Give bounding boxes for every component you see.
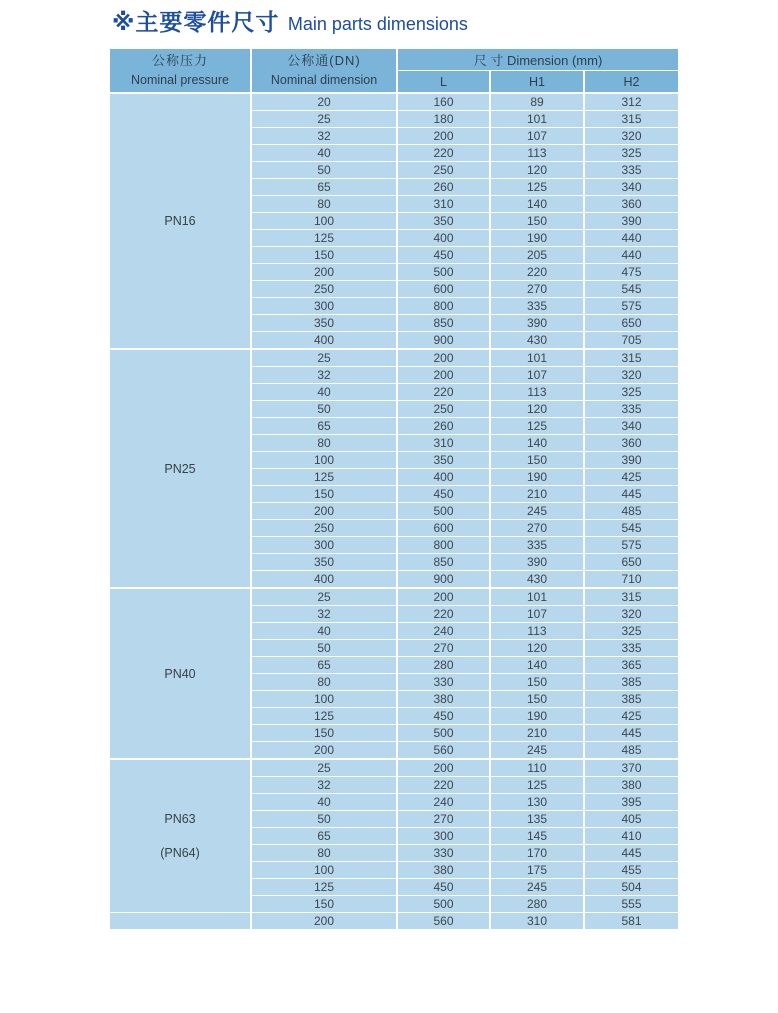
header-row-1	[109, 49, 679, 71]
cell-l: 200	[397, 759, 490, 777]
header-nominal-pressure-cn: 公称压力	[151, 53, 208, 68]
cell-h2: 485	[584, 742, 679, 760]
cell-dn: 65	[251, 418, 397, 435]
page-title-english: Main parts dimensions	[287, 14, 468, 34]
cell-h2: 425	[584, 469, 679, 486]
cell-h2: 410	[584, 828, 679, 845]
cell-h2: 710	[584, 571, 679, 589]
cell-dn: 125	[251, 230, 397, 247]
cell-dn: 25	[251, 588, 397, 606]
cell-h2: 545	[584, 281, 679, 298]
cell-h2: 335	[584, 640, 679, 657]
cell-h1: 190	[490, 469, 584, 486]
cell-h1: 113	[490, 384, 584, 401]
table-row	[109, 913, 679, 930]
cell-h2: 315	[584, 349, 679, 367]
cell-dn: 200	[251, 264, 397, 281]
header-dimension-mm: 尺 寸 Dimension (mm)	[397, 49, 679, 71]
cell-dn: 32	[251, 367, 397, 384]
cell-l: 900	[397, 571, 490, 589]
cell-h2: 395	[584, 794, 679, 811]
table-row	[109, 349, 679, 367]
cell-l: 200	[397, 367, 490, 384]
cell-h2: 705	[584, 332, 679, 350]
cell-h1: 140	[490, 657, 584, 674]
cell-h2: 360	[584, 196, 679, 213]
cell-dn: 200	[251, 503, 397, 520]
cell-h2: 320	[584, 367, 679, 384]
cell-h2: 445	[584, 486, 679, 503]
cell-h1: 120	[490, 401, 584, 418]
cell-h1: 270	[490, 281, 584, 298]
cell-h2: 335	[584, 401, 679, 418]
cell-dn: 125	[251, 708, 397, 725]
cell-h1: 101	[490, 349, 584, 367]
cell-dn: 50	[251, 811, 397, 828]
cell-l: 240	[397, 623, 490, 640]
cell-l: 200	[397, 588, 490, 606]
cell-l: 600	[397, 520, 490, 537]
cell-h2: 320	[584, 606, 679, 623]
cell-h2: 340	[584, 418, 679, 435]
cell-h1: 89	[490, 93, 584, 111]
cell-dn: 80	[251, 435, 397, 452]
cell-l: 250	[397, 162, 490, 179]
table-row	[109, 588, 679, 606]
cell-l: 350	[397, 213, 490, 230]
cell-l: 200	[397, 128, 490, 145]
cell-l: 450	[397, 879, 490, 896]
cell-dn: 150	[251, 486, 397, 503]
cell-h1: 107	[490, 367, 584, 384]
cell-h1: 205	[490, 247, 584, 264]
cell-dn: 65	[251, 179, 397, 196]
cell-h2: 325	[584, 384, 679, 401]
cell-dn: 40	[251, 794, 397, 811]
header-nominal-pressure-en: Nominal pressure	[131, 73, 229, 87]
cell-dn: 50	[251, 162, 397, 179]
pressure-label-PN40: PN40	[109, 588, 251, 759]
cell-l: 330	[397, 845, 490, 862]
cell-h1: 125	[490, 418, 584, 435]
cell-h2: 315	[584, 111, 679, 128]
cell-h1: 335	[490, 537, 584, 554]
cell-l: 220	[397, 606, 490, 623]
cell-l: 500	[397, 896, 490, 913]
cell-h2: 555	[584, 896, 679, 913]
cell-h1: 140	[490, 435, 584, 452]
cell-h1: 310	[490, 913, 584, 930]
cell-l: 400	[397, 230, 490, 247]
cell-l: 450	[397, 708, 490, 725]
cell-h1: 107	[490, 128, 584, 145]
cell-l: 260	[397, 179, 490, 196]
cell-dn: 65	[251, 828, 397, 845]
cell-l: 180	[397, 111, 490, 128]
cell-h2: 390	[584, 452, 679, 469]
cell-dn: 350	[251, 315, 397, 332]
cell-h1: 140	[490, 196, 584, 213]
cell-h1: 175	[490, 862, 584, 879]
cell-l: 800	[397, 537, 490, 554]
cell-dn: 250	[251, 281, 397, 298]
dimensions-table	[108, 48, 680, 930]
cell-l: 350	[397, 452, 490, 469]
cell-l: 220	[397, 384, 490, 401]
cell-h2: 455	[584, 862, 679, 879]
cell-l: 500	[397, 725, 490, 742]
cell-dn: 32	[251, 128, 397, 145]
cell-h2: 575	[584, 298, 679, 315]
cell-h1: 113	[490, 145, 584, 162]
cell-l: 270	[397, 811, 490, 828]
cell-l: 450	[397, 486, 490, 503]
cell-h1: 270	[490, 520, 584, 537]
cell-h1: 245	[490, 503, 584, 520]
cell-h1: 130	[490, 794, 584, 811]
cell-h2: 545	[584, 520, 679, 537]
cell-dn: 150	[251, 247, 397, 264]
cell-l: 300	[397, 828, 490, 845]
cell-l: 310	[397, 435, 490, 452]
cell-h1: 125	[490, 777, 584, 794]
cell-h2: 325	[584, 623, 679, 640]
cell-h2: 315	[584, 588, 679, 606]
cell-l: 600	[397, 281, 490, 298]
cell-h2: 320	[584, 128, 679, 145]
cell-h1: 110	[490, 759, 584, 777]
cell-h2: 445	[584, 845, 679, 862]
header-col-L: L	[397, 71, 490, 94]
header-col-H1: H1	[490, 71, 584, 94]
cell-dn: 65	[251, 657, 397, 674]
cell-h1: 170	[490, 845, 584, 862]
cell-h2: 365	[584, 657, 679, 674]
cell-l: 250	[397, 401, 490, 418]
cell-h1: 101	[490, 588, 584, 606]
cell-h2: 385	[584, 691, 679, 708]
cell-l: 380	[397, 691, 490, 708]
cell-dn: 25	[251, 111, 397, 128]
cell-h1: 135	[490, 811, 584, 828]
cell-h1: 430	[490, 571, 584, 589]
table-row	[109, 93, 679, 111]
cell-h2: 312	[584, 93, 679, 111]
cell-h2: 325	[584, 145, 679, 162]
cell-dn: 25	[251, 759, 397, 777]
cell-h1: 125	[490, 179, 584, 196]
cell-l: 450	[397, 247, 490, 264]
cell-h1: 430	[490, 332, 584, 350]
cell-l: 800	[397, 298, 490, 315]
cell-h2: 335	[584, 162, 679, 179]
cell-dn: 80	[251, 196, 397, 213]
cell-dn: 300	[251, 537, 397, 554]
cell-h1: 190	[490, 708, 584, 725]
cell-dn: 250	[251, 520, 397, 537]
cell-l: 200	[397, 349, 490, 367]
cell-dn: 40	[251, 384, 397, 401]
cell-dn: 100	[251, 862, 397, 879]
cell-l: 220	[397, 777, 490, 794]
cell-l: 330	[397, 674, 490, 691]
cell-l: 400	[397, 469, 490, 486]
cell-dn: 150	[251, 896, 397, 913]
cell-dn: 100	[251, 691, 397, 708]
pressure-label-PN25: PN25	[109, 349, 251, 588]
cell-h1: 120	[490, 162, 584, 179]
cell-h1: 190	[490, 230, 584, 247]
pressure-label-PN63: PN63 (PN64)	[109, 759, 251, 913]
cell-h2: 650	[584, 554, 679, 571]
cell-dn: 50	[251, 640, 397, 657]
cell-l: 240	[397, 794, 490, 811]
cell-h1: 101	[490, 111, 584, 128]
table-body	[109, 93, 679, 930]
header-nominal-dimension	[251, 49, 397, 94]
cell-l: 500	[397, 503, 490, 520]
cell-h2: 440	[584, 230, 679, 247]
cell-h1: 245	[490, 742, 584, 760]
cell-h2: 581	[584, 913, 679, 930]
cell-h1: 210	[490, 725, 584, 742]
cell-dn: 125	[251, 879, 397, 896]
cell-dn: 80	[251, 674, 397, 691]
page-title	[112, 4, 468, 37]
cell-h1: 245	[490, 879, 584, 896]
cell-h2: 340	[584, 179, 679, 196]
cell-dn: 150	[251, 725, 397, 742]
cell-h2: 475	[584, 264, 679, 281]
pressure-empty-cell	[109, 913, 251, 930]
cell-l: 160	[397, 93, 490, 111]
cell-dn: 100	[251, 452, 397, 469]
cell-l: 850	[397, 315, 490, 332]
cell-h2: 380	[584, 777, 679, 794]
cell-l: 260	[397, 418, 490, 435]
cell-l: 270	[397, 640, 490, 657]
header-nominal-dimension-en: Nominal dimension	[270, 73, 378, 87]
cell-dn: 350	[251, 554, 397, 571]
cell-h1: 280	[490, 896, 584, 913]
page-title-chinese: ※主要零件尺寸	[112, 9, 280, 35]
cell-dn: 200	[251, 742, 397, 760]
cell-h2: 405	[584, 811, 679, 828]
cell-l: 850	[397, 554, 490, 571]
cell-dn: 32	[251, 777, 397, 794]
cell-dn: 20	[251, 93, 397, 111]
cell-dn: 400	[251, 571, 397, 589]
cell-h2: 445	[584, 725, 679, 742]
cell-l: 560	[397, 742, 490, 760]
cell-h2: 504	[584, 879, 679, 896]
pressure-label-PN16: PN16	[109, 93, 251, 349]
cell-h2: 370	[584, 759, 679, 777]
cell-h1: 210	[490, 486, 584, 503]
cell-dn: 40	[251, 623, 397, 640]
cell-h2: 360	[584, 435, 679, 452]
cell-h2: 440	[584, 247, 679, 264]
cell-h1: 150	[490, 674, 584, 691]
cell-l: 500	[397, 264, 490, 281]
cell-l: 310	[397, 196, 490, 213]
cell-h1: 150	[490, 691, 584, 708]
cell-h1: 335	[490, 298, 584, 315]
cell-dn: 400	[251, 332, 397, 350]
cell-h1: 220	[490, 264, 584, 281]
cell-dn: 25	[251, 349, 397, 367]
cell-h2: 385	[584, 674, 679, 691]
cell-h2: 425	[584, 708, 679, 725]
cell-dn: 100	[251, 213, 397, 230]
cell-dn: 200	[251, 913, 397, 930]
cell-dn: 32	[251, 606, 397, 623]
cell-h1: 150	[490, 213, 584, 230]
header-col-H2: H2	[584, 71, 679, 94]
cell-dn: 40	[251, 145, 397, 162]
cell-h1: 113	[490, 623, 584, 640]
cell-h2: 650	[584, 315, 679, 332]
cell-dn: 125	[251, 469, 397, 486]
cell-dn: 80	[251, 845, 397, 862]
cell-h1: 120	[490, 640, 584, 657]
cell-l: 220	[397, 145, 490, 162]
header-nominal-dimension-cn: 公称通(DN)	[287, 53, 361, 68]
cell-h2: 575	[584, 537, 679, 554]
cell-h1: 390	[490, 554, 584, 571]
cell-h1: 390	[490, 315, 584, 332]
cell-l: 900	[397, 332, 490, 350]
cell-h1: 107	[490, 606, 584, 623]
table-header	[109, 49, 679, 94]
cell-l: 380	[397, 862, 490, 879]
cell-dn: 50	[251, 401, 397, 418]
cell-dn: 300	[251, 298, 397, 315]
cell-l: 280	[397, 657, 490, 674]
cell-h2: 390	[584, 213, 679, 230]
cell-h1: 145	[490, 828, 584, 845]
cell-h1: 150	[490, 452, 584, 469]
header-nominal-pressure	[109, 49, 251, 94]
cell-l: 560	[397, 913, 490, 930]
cell-h2: 485	[584, 503, 679, 520]
table-row	[109, 759, 679, 777]
